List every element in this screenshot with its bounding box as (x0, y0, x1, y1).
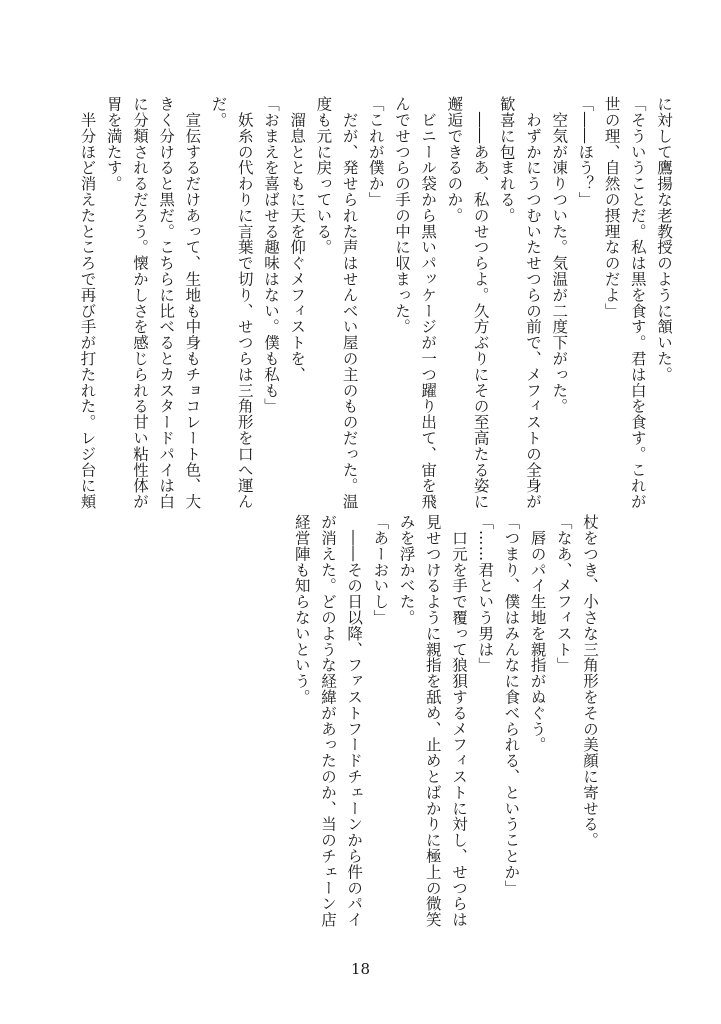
text-line: 「あーおいし」 (371, 514, 390, 626)
text-line: みを浮かべた。 (397, 514, 416, 626)
text-line: 空気が凍りついた。気温が二度下がった。 (550, 96, 569, 414)
text-line: 妖糸の代わりに言葉で切り、せつらは三角形を口へ運ん (235, 96, 254, 510)
text-line: ――その日以降、ファストフードチェーンから件のパイ (345, 514, 364, 928)
text-line: 「おまえを喜ばせる趣味はない。僕も私も」 (261, 96, 280, 414)
text-line: ビニール袋から黒いパッケージが一つ躍り出て、宙を飛 (419, 96, 438, 510)
text-line: 世の理、自然の摂理なのだよ」 (602, 96, 621, 319)
text-line: 「つまり、僕はみんなに食べられる、ということか」 (502, 514, 521, 896)
text-line: 「……君という男は」 (476, 514, 495, 673)
text-line: わずかにうつむいたせつらの前で、メフィストの全身が (523, 96, 542, 510)
text-line: に対して鷹揚な老教授のように頷いた。 (655, 96, 673, 383)
text-line: 半分ほど消えたところで再び手が打たれた。レジ台に頬 (78, 96, 97, 510)
upper-text-block (37, 96, 677, 516)
page-number: 18 (350, 960, 371, 978)
text-line: 度も元に戻っている。 (314, 96, 333, 255)
text-line: 唇のパイ生地を親指がぬぐう。 (528, 514, 547, 753)
text-line: 杖をつき、小さな三角形をその美顔に寄せる。 (581, 514, 599, 848)
text-line: 経営陣も知らないという。 (292, 514, 311, 705)
text-line: だ。 (209, 96, 228, 128)
text-line: 溜息とともに天を仰ぐメフィストを、 (288, 96, 307, 383)
text-line: 胃を満たす。 (104, 96, 123, 192)
lower-text-block (292, 514, 603, 934)
text-line: 「――ほう？」 (576, 96, 595, 208)
text-line: が消えた。どのような経緯があったのか、当のチェーン店 (318, 514, 337, 928)
text-line: 「これが僕か」 (366, 96, 385, 208)
text-line: 「そういうことだ。私は黒を食す。君は白を食す。これが (628, 96, 647, 510)
text-line: ――ああ、私のせつらよ。久方ぶりにその至高たる姿に (471, 96, 490, 510)
text-line: 歓喜に包まれる。 (497, 96, 516, 224)
text-line: 見せつけるように親指を舐め、止めとばかりに極上の微笑 (423, 514, 442, 928)
text-line: きく分けると黒だ。こちらに比べるとカスタードパイは白 (157, 96, 176, 510)
text-line: だが、発せられた声はせんべい屋の主のものだった。温 (340, 96, 359, 510)
text-line: 「なあ、メフィスト」 (554, 514, 573, 673)
text-line: んでせつらの手の中に収まった。 (392, 96, 411, 335)
text-line: 宣伝するだけあって、生地も中身もチョコレート色、大 (183, 96, 202, 510)
text-line: 口元を手で覆って狼狽するメフィストに対し、せつらは (449, 514, 468, 928)
text-line: 邂逅できるのか。 (445, 96, 464, 224)
text-line: に分類されるだろう。懐かしさを感じられる甘い粘性体が (130, 96, 149, 510)
